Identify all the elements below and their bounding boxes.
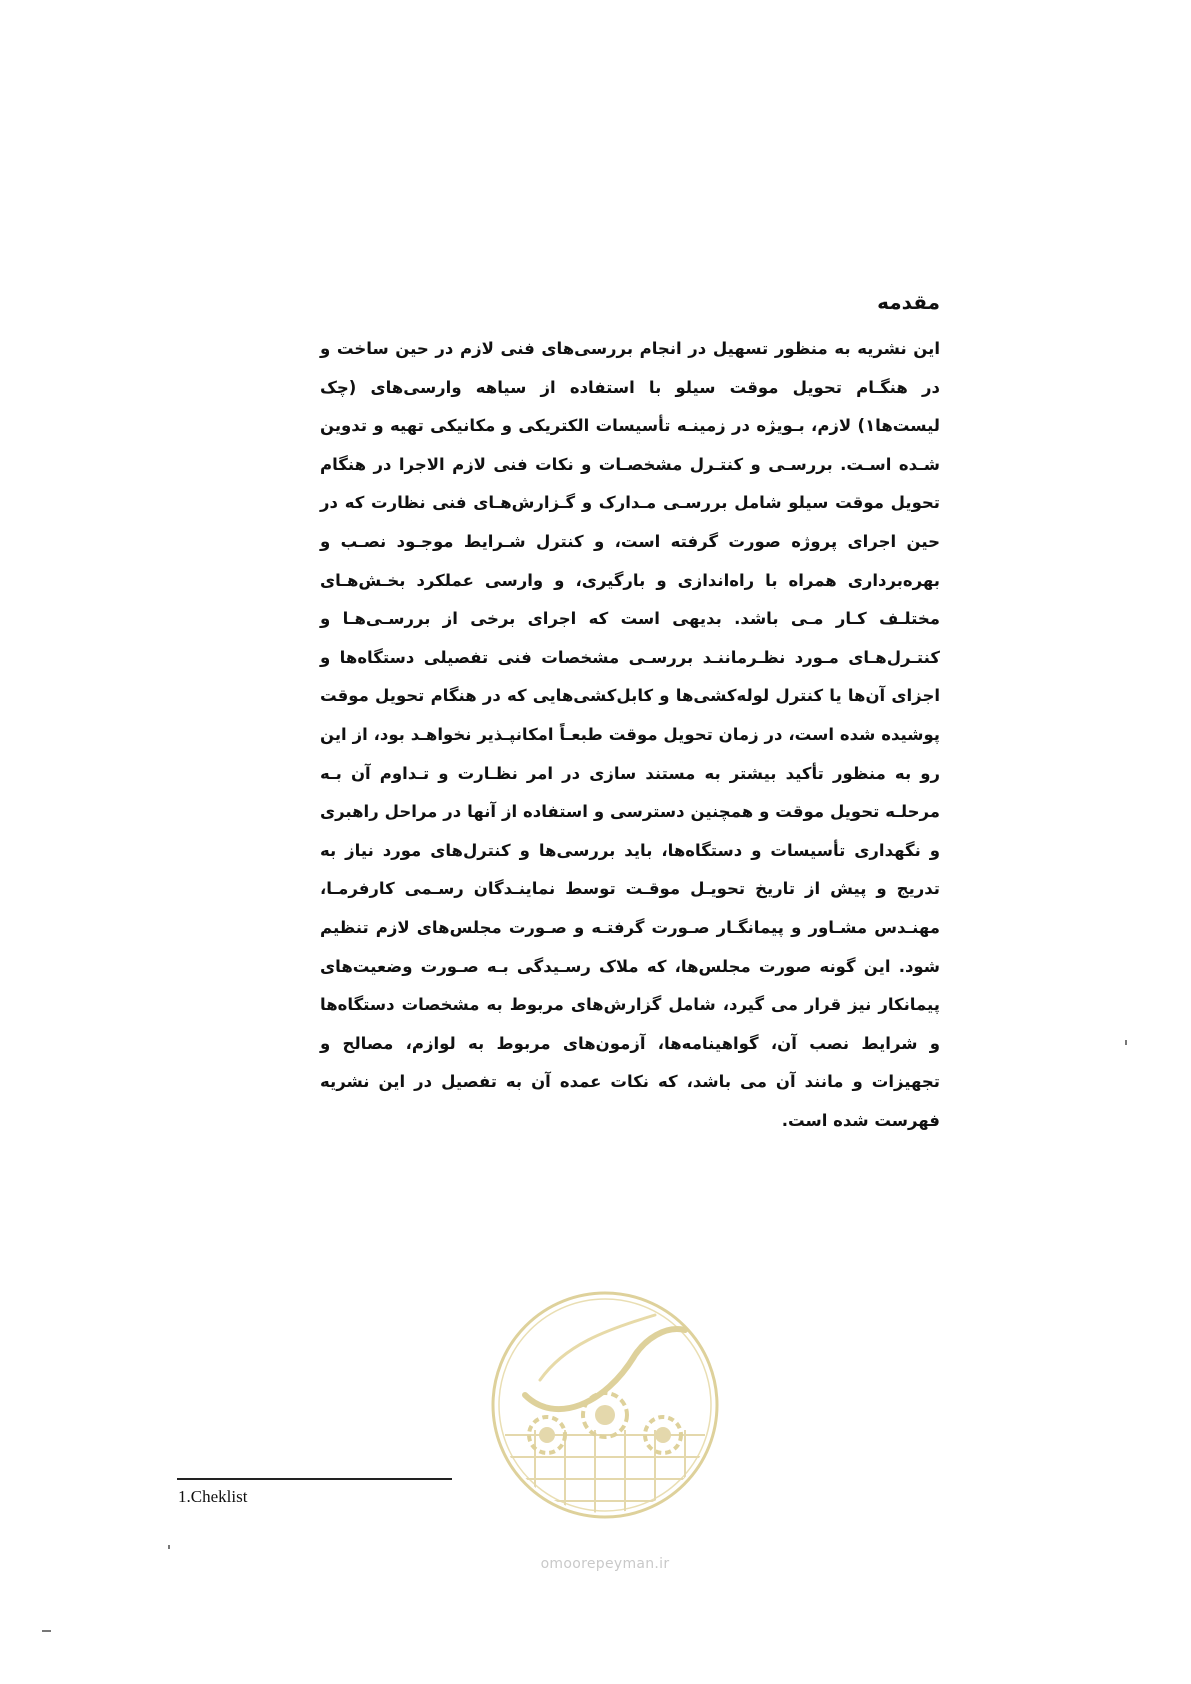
footnote-text: 1.Cheklist (178, 1487, 248, 1506)
footnote-divider (177, 1478, 452, 1480)
body-paragraph: این نشریه به منظور تسهیل در انجام بررسی‌های فنی لازم در حین ساخت و در هنگـام تحویل موقت سیلو با استفاده از سیاهه وارسی‌های (چک لیست‌ها۱) لازم، بـویژه در زمینـه تأسیسات الکتریکی و مکانیکی تهیه و تدوین شـده اسـت. بررسـی و کنتـرل مشخصـات و نکات فنی لازم الاجرا در هنگام تحویل موقت سیلو شامل بررسـی مـدارک و گـزارش‌هـای فنی نظارت که در حین اجرای پروژه صورت گرفته است، و کنترل شـرایط موجـود نصـب و بهره‌برداری همراه با راه‌اندازی و بارگیری، و وارسی عملکرد بخـش‌هـای مختلـف کـار مـی باشد. بدیهی است که اجرای برخی از بررسـی‌هـا و کنتـرل‌هـای مـورد نظـرماننـد بررسـی مشخصات فنی تفصیلی دستگاه‌ها و اجزای آن‌ها یا کنترل لوله‌کشی‌ها و کابل‌کشی‌هایی که در هنگام تحویل موقت پوشیده شده است، در زمان تحویل موقت طبعـاً امکانپـذیر نخواهـد بود، از این رو به منظور تأکید بیشتر به مستند سازی در امر نظـارت و تـداوم آن بـه مرحلـه تحویل موقت و همچنین دسترسی و استفاده از آنها در مراحل راهبری و نگهداری تأسیسات و دستگاه‌ها، باید بررسی‌ها و کنترل‌های مورد نیاز به تدریج و پیش از تاریخ تحویـل موقـت توسط نماینـدگان رسـمی کارفرمـا، مهنـدس مشـاور و پیمانگـار صـورت گرفتـه و صـورت مجلس‌های لازم تنظیم شود. این گونه صورت مجلس‌ها، که ملاک رسـیدگی بـه صـورت وضعیت‌های پیمانکار نیز قرار می گیرد، شامل گزارش‌های مربوط به مشخصات دستگاه‌ها و شرایط نصب آن، گواهینامه‌ها، آزمون‌های مربوط به لوازم، مصالح و تجهیزات و مانند آن می باشد، که نکات عمده آن به تفصیل در این نشریه فهرست شده است. (320, 339, 940, 1130)
scan-speck (168, 1545, 170, 1549)
scan-speck (1125, 1040, 1127, 1045)
watermark-url: omoorepeyman.ir (540, 1556, 670, 1572)
scan-speck (42, 1630, 51, 1632)
watermark-logo (485, 1285, 725, 1555)
section-heading: مقدمه (877, 290, 940, 314)
